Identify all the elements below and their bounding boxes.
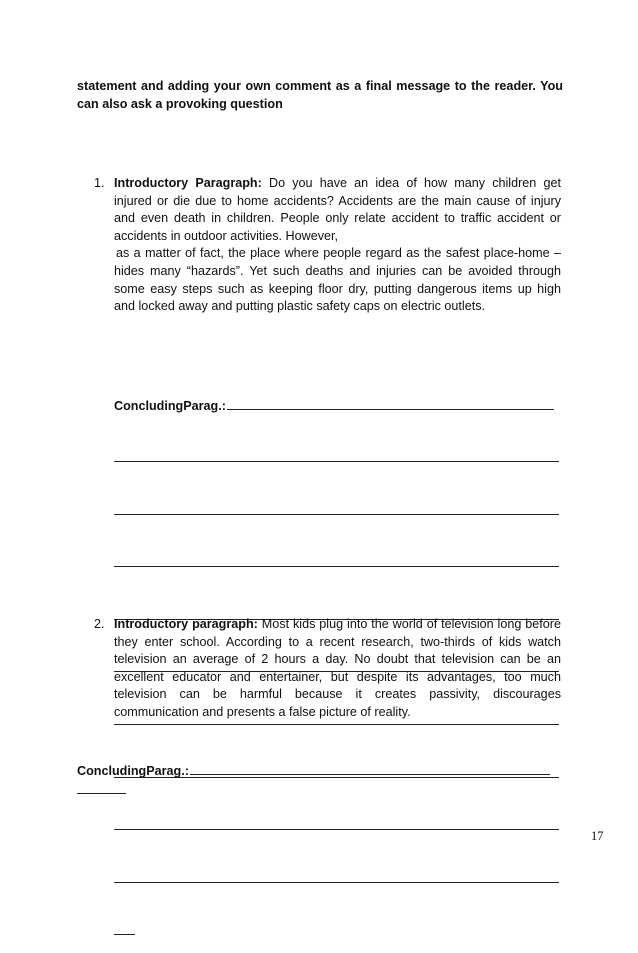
concluding-label: ConcludingParag.: bbox=[77, 764, 189, 778]
answer-line[interactable] bbox=[114, 922, 135, 935]
answer-line[interactable] bbox=[114, 554, 559, 567]
concluding-answer-block-2 bbox=[77, 762, 557, 794]
item-body bbox=[114, 175, 561, 316]
answer-line[interactable] bbox=[114, 817, 559, 830]
concluding-label: ConcludingParag.: bbox=[114, 399, 226, 414]
intro-text: statement and adding your own comment as a final message to the reader. You can also ask a provoking question bbox=[77, 79, 563, 111]
item-text-continued: as a matter of fact, the place where people regard as the safest place-home – hides many “hazards”. Yet such deaths and injuries can be avoided through some easy steps such as keeping floor dry, putting dangerous items up high and locked away and putting plastic safety caps on electric outlets. bbox=[114, 246, 561, 314]
answer-line[interactable] bbox=[114, 449, 559, 462]
answer-line[interactable] bbox=[227, 397, 554, 410]
item-text: Do you have an idea of how many children get injured or die due to home accidents? Accidents are the main cause of injury and even death in children. People only relate accident to traffic accident or accidents in outdoor activities. However, bbox=[114, 176, 561, 243]
item-number: 2. bbox=[94, 617, 105, 631]
answer-line[interactable] bbox=[190, 762, 550, 775]
page-number: 17 bbox=[591, 829, 604, 843]
item-number: 1. bbox=[94, 176, 105, 190]
item-lead: Introductory paragraph: bbox=[114, 617, 258, 631]
answer-line[interactable] bbox=[77, 781, 126, 794]
answer-line[interactable] bbox=[114, 502, 559, 515]
item-lead: Introductory Paragraph: bbox=[114, 176, 262, 190]
item-body bbox=[114, 616, 561, 722]
answer-line[interactable] bbox=[114, 870, 559, 883]
item-text: Most kids plug into the world of television long before they enter school. According to a recent research, two-thirds of kids watch television an average of 2 hours a day. No doubt that television can be an excellent educator and entertainer, but despite its advantages, too much television can be harmful because it creates passivity, discourages communication and presents a false picture of reality. bbox=[114, 617, 561, 719]
